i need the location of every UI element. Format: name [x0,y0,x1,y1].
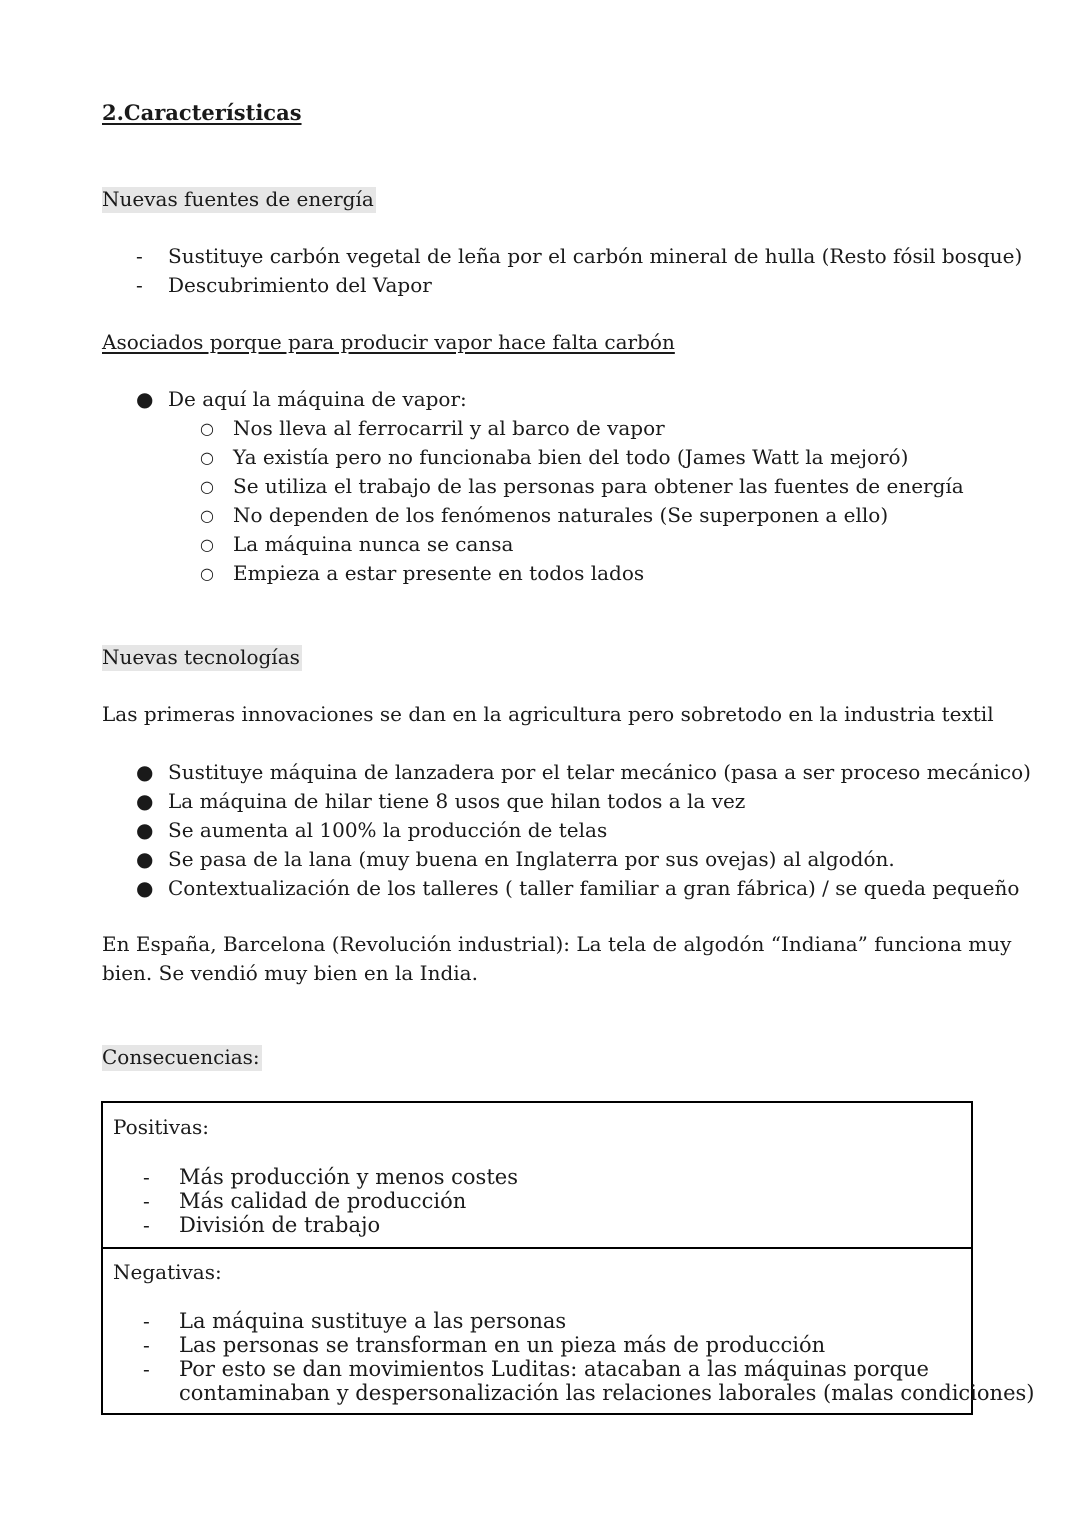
dash-marker: - [143,1333,150,1357]
bullet-marker: ● [136,847,154,871]
espana-line-1: En España, Barcelona (Revolución industrial): La tela de algodón “Indiana” funciona muy [102,932,1012,956]
tecnologias-intro: Las primeras innovaciones se dan en la agricultura pero sobretodo en la industria textil [102,702,994,726]
energia-item: Descubrimiento del Vapor [168,273,432,297]
dash-marker: - [136,273,143,297]
section-consecuencias [102,1045,262,1069]
consecuencias-table [101,1101,1035,1415]
section-energia [102,187,376,211]
negativas-item: Las personas se transforman en un pieza más de producción [179,1333,826,1357]
heading-consecuencias: Consecuencias: [102,1045,260,1069]
circle-marker: ○ [200,506,214,525]
heading-tecnologias: Nuevas tecnologías [102,645,300,669]
energia-subitem: Se utiliza el trabajo de las personas para obtener las fuentes de energía [233,474,964,498]
circle-marker: ○ [200,419,214,438]
section-tecnologias [102,645,302,669]
negativas-item: La máquina sustituye a las personas [179,1309,567,1333]
energia-subitem: Empieza a estar presente en todos lados [233,561,645,585]
energia-subitem: No dependen de los fenómenos naturales (Se superponen a ello) [233,503,889,527]
positivas-label: Positivas: [113,1115,210,1139]
energia-subitem: Nos lleva al ferrocarril y al barco de vapor [233,416,665,440]
negativas-label: Negativas: [113,1260,222,1284]
bullet-marker: ● [136,818,154,842]
tecnologias-bullet: La máquina de hilar tiene 8 usos que hilan todos a la vez [168,789,746,813]
tecnologias-bullet: Contextualización de los talleres ( taller familiar a gran fábrica) / se queda pequeño [168,876,1020,900]
positivas-item: Más producción y menos costes [179,1165,518,1189]
positivas-cell [103,1103,971,1247]
bullet-marker: ● [136,760,154,784]
negativas-item-continuation: contaminaban y despersonalización las relaciones laborales (malas condiciones) [179,1381,1035,1405]
circle-marker: ○ [200,477,214,496]
bullet-marker: ● [136,876,154,900]
negativas-item: Por esto se dan movimientos Luditas: atacaban a las máquinas porque [179,1357,929,1381]
dash-marker: - [143,1357,150,1381]
dash-marker: - [136,244,143,268]
energia-note: Asociados porque para producir vapor hace falta carbón [102,330,675,354]
negativas-cell [103,1247,1035,1413]
tecnologias-bullet: Se pasa de la lana (muy buena en Inglaterra por sus ovejas) al algodón. [168,847,895,871]
heading-energia: Nuevas fuentes de energía [102,187,374,211]
dash-marker: - [143,1309,150,1333]
energia-subitem: La máquina nunca se cansa [233,532,514,556]
espana-line-2: bien. Se vendió muy bien en la India. [102,961,478,985]
bullet-marker: ● [136,789,154,813]
dash-marker: - [143,1213,150,1237]
page-title: 2.Características [102,100,302,125]
positivas-item: División de trabajo [179,1213,381,1237]
tecnologias-bullet: Sustituye máquina de lanzadera por el telar mecánico (pasa a ser proceso mecánico) [168,760,1031,784]
positivas-item: Más calidad de producción [179,1189,467,1213]
energia-item: Sustituye carbón vegetal de leña por el carbón mineral de hulla (Resto fósil bosque) [168,244,1023,268]
circle-marker: ○ [200,448,214,467]
energia-bullet: De aquí la máquina de vapor: [168,387,467,411]
circle-marker: ○ [200,535,214,554]
tecnologias-bullet: Se aumenta al 100% la producción de telas [168,818,608,842]
dash-marker: - [143,1189,150,1213]
circle-marker: ○ [200,564,214,583]
bullet-marker: ● [136,387,154,411]
energia-subitem: Ya existía pero no funcionaba bien del todo (James Watt la mejoró) [233,445,909,469]
dash-marker: - [143,1165,150,1189]
